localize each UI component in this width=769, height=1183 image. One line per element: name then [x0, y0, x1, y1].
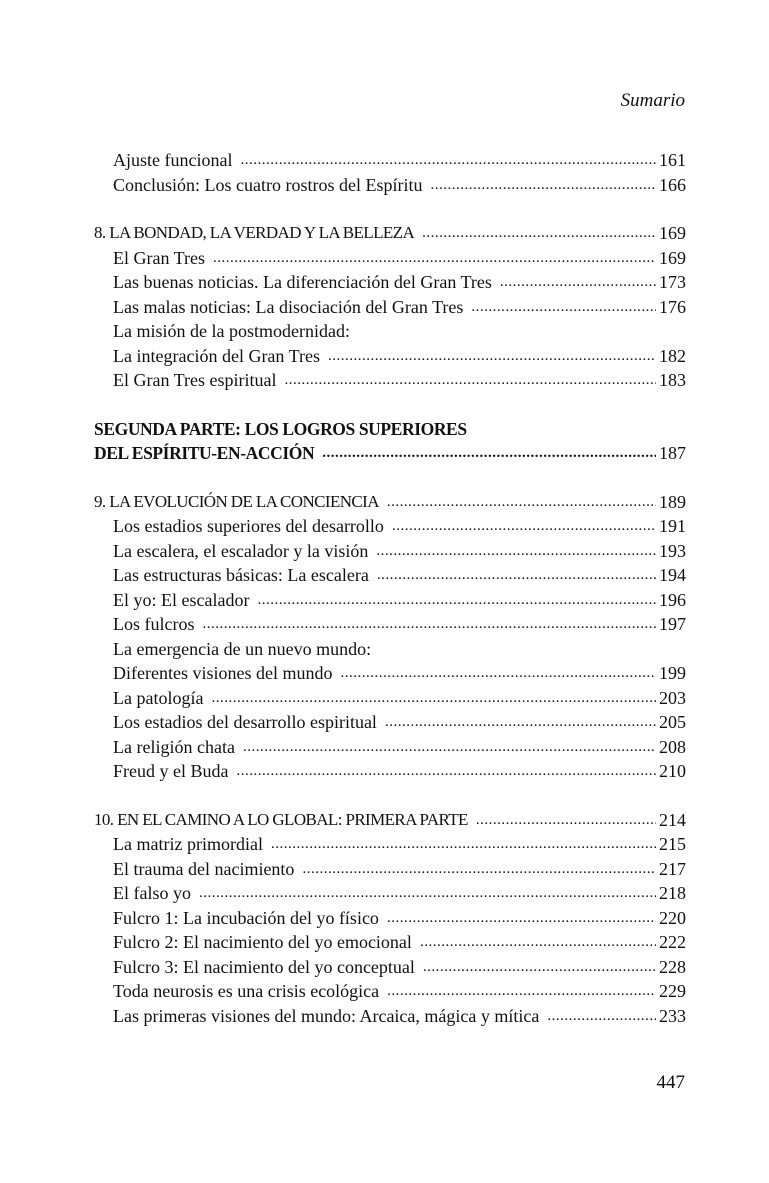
toc-entry: [94, 881, 686, 906]
toc-entry-page: 199: [659, 663, 686, 683]
running-header: Sumario: [620, 90, 685, 111]
toc-chapter-heading: [94, 490, 686, 515]
toc-entry-page: 169: [659, 223, 686, 243]
toc-entry-page: 187: [659, 443, 686, 463]
toc-entry: [94, 686, 686, 711]
dot-leader: [328, 344, 656, 369]
toc-entry: [94, 173, 686, 198]
toc-entry: [94, 295, 686, 320]
dot-leader: [213, 246, 656, 271]
toc-entry-title: El trauma del nacimiento: [113, 858, 295, 879]
dot-leader: [385, 710, 656, 735]
toc-entry-title: La emergencia de un nuevo mundo:: [113, 638, 372, 659]
toc-entry: [94, 588, 686, 613]
toc-entry: [94, 857, 686, 882]
toc-entry-title: Los estadios superiores del desarrollo: [113, 516, 384, 536]
dot-leader: [271, 832, 656, 857]
toc-entry: [94, 637, 686, 662]
section-spacer: [94, 784, 686, 808]
toc-entry-page: 228: [659, 956, 686, 977]
dot-leader: [500, 270, 656, 295]
toc-entry: [94, 368, 686, 393]
toc-entry-page: 210: [659, 761, 686, 781]
dot-leader: [257, 588, 656, 613]
toc-entry-page: 205: [659, 712, 686, 732]
toc-entry-title: 10. EN EL CAMINO A LO GLOBAL: PRIMERA PARTE: [94, 809, 468, 829]
toc-entry: [94, 270, 686, 295]
dot-leader: [476, 808, 656, 833]
toc-entry-page: 203: [659, 687, 686, 708]
section-spacer: [94, 197, 686, 221]
toc-entry-title: Diferentes visiones del mundo: [113, 663, 333, 683]
toc-entry-title: Fulcro 1: La incubación del yo físico: [113, 907, 379, 928]
toc-entry-title: La matriz primordial: [113, 834, 263, 854]
dot-leader: [322, 441, 656, 466]
page-number: 447: [656, 1072, 685, 1093]
toc-entry-page: 222: [659, 932, 686, 952]
dot-leader: [392, 514, 656, 539]
toc-entry-title: Las malas noticias: La disociación del Gran Tres: [113, 296, 464, 317]
dot-leader: [420, 930, 656, 955]
toc-entry-title: Los fulcros: [113, 614, 195, 634]
toc-entry-page: 197: [659, 614, 686, 634]
toc-entry-page: 183: [659, 370, 686, 390]
toc-entry-title: 8. LA BONDAD, LA VERDAD Y LA BELLEZA: [94, 223, 415, 242]
toc-entry-title: El Gran Tres: [113, 247, 206, 268]
toc-entry: [94, 539, 686, 564]
toc-entry-title: Ajuste funcional: [113, 150, 233, 170]
toc-entry-page: 182: [659, 345, 686, 366]
toc-entry: [94, 612, 686, 637]
toc-chapter-heading: [94, 221, 686, 246]
toc-entry-title: Los estadios del desarrollo espiritual: [113, 712, 377, 732]
toc-entry: [94, 906, 686, 931]
toc-entry-page: 169: [659, 247, 686, 268]
dot-leader: [387, 490, 656, 515]
toc-entry-title: La integración del Gran Tres: [113, 345, 320, 366]
toc-entry-title: Fulcro 3: El nacimiento del yo conceptual: [113, 956, 415, 977]
toc-entry-title: El yo: El escalador: [113, 589, 250, 610]
toc-entry-title: Fulcro 2: El nacimiento del yo emocional: [113, 932, 412, 952]
dot-leader: [202, 612, 656, 637]
toc-entry-title: DEL ESPÍRITU-EN-ACCIÓN: [94, 443, 315, 463]
toc-entry: [94, 319, 686, 344]
section-spacer: [94, 466, 686, 490]
toc-entry: [94, 661, 686, 686]
toc-entry: [94, 514, 686, 539]
toc-entry-title: Las primeras visiones del mundo: Arcaica, mágica y mítica: [113, 1005, 540, 1026]
dot-leader: [236, 759, 656, 784]
toc-entry-title: Toda neurosis es una crisis ecológica: [113, 981, 380, 1001]
dot-leader: [423, 955, 656, 980]
toc-entry-page: 173: [659, 272, 686, 292]
toc-entry: [94, 710, 686, 735]
toc-entry-title: La patología: [113, 687, 204, 708]
toc-entry-page: 166: [659, 174, 686, 195]
toc-chapter-heading: [94, 808, 686, 833]
toc-entry: [94, 246, 686, 271]
toc-entry: [94, 344, 686, 369]
toc-part-heading: [94, 441, 686, 466]
toc-entry-page: 208: [659, 736, 686, 757]
toc-entry-title: Freud y el Buda: [113, 761, 229, 781]
dot-leader: [302, 857, 656, 882]
toc-entry-page: 217: [659, 858, 686, 879]
toc-entry-title: La escalera, el escalador y la visión: [113, 540, 369, 561]
section-spacer: [94, 393, 686, 417]
dot-leader: [285, 368, 657, 393]
toc-entry-title: Las buenas noticias. La diferenciación del Gran Tres: [113, 272, 492, 292]
dot-leader: [240, 148, 656, 173]
toc-entry: [94, 563, 686, 588]
dot-leader: [387, 906, 656, 931]
toc-part-heading: [94, 417, 686, 442]
toc-entry-page: 214: [659, 809, 686, 830]
toc-entry: [94, 930, 686, 955]
toc-entry-page: 220: [659, 907, 686, 928]
table-of-contents: [94, 148, 686, 1028]
toc-entry-page: 193: [659, 540, 686, 561]
dot-leader: [377, 563, 656, 588]
toc-entry-page: 215: [659, 834, 686, 854]
toc-entry: [94, 1004, 686, 1029]
toc-entry-page: 189: [659, 491, 686, 512]
toc-entry: [94, 759, 686, 784]
toc-entry-page: 161: [659, 150, 686, 170]
toc-entry: [94, 955, 686, 980]
toc-entry-title: Las estructuras básicas: La escalera: [113, 565, 369, 585]
toc-entry-page: 196: [659, 589, 686, 610]
toc-entry: [94, 832, 686, 857]
dot-leader: [387, 979, 656, 1004]
toc-entry-title: El Gran Tres espiritual: [113, 370, 277, 390]
toc-entry-title: El falso yo: [113, 883, 191, 903]
dot-leader: [430, 173, 656, 198]
dot-leader: [211, 686, 656, 711]
dot-leader: [547, 1004, 656, 1029]
toc-entry: [94, 979, 686, 1004]
dot-leader: [340, 661, 656, 686]
toc-entry-title: La misión de la postmodernidad:: [113, 321, 350, 341]
toc-entry-title: 9. LA EVOLUCIÓN DE LA CONCIENCIA: [94, 491, 379, 511]
toc-entry-title: Conclusión: Los cuatro rostros del Espíritu: [113, 174, 423, 195]
dot-leader: [376, 539, 656, 564]
dot-leader: [471, 295, 656, 320]
toc-entry-page: 176: [659, 296, 686, 317]
dot-leader: [422, 221, 656, 246]
dot-leader: [243, 735, 656, 760]
toc-entry-title: La religión chata: [113, 736, 235, 757]
toc-entry-page: 233: [659, 1005, 686, 1026]
toc-entry-page: 229: [659, 981, 686, 1001]
toc-entry: [94, 735, 686, 760]
toc-entry-page: 191: [659, 516, 686, 536]
toc-entry-title: SEGUNDA PARTE: LOS LOGROS SUPERIORES: [94, 418, 467, 439]
dot-leader: [199, 881, 656, 906]
toc-entry: [94, 148, 686, 173]
toc-entry-page: 194: [659, 565, 686, 585]
toc-entry-page: 218: [659, 883, 686, 903]
